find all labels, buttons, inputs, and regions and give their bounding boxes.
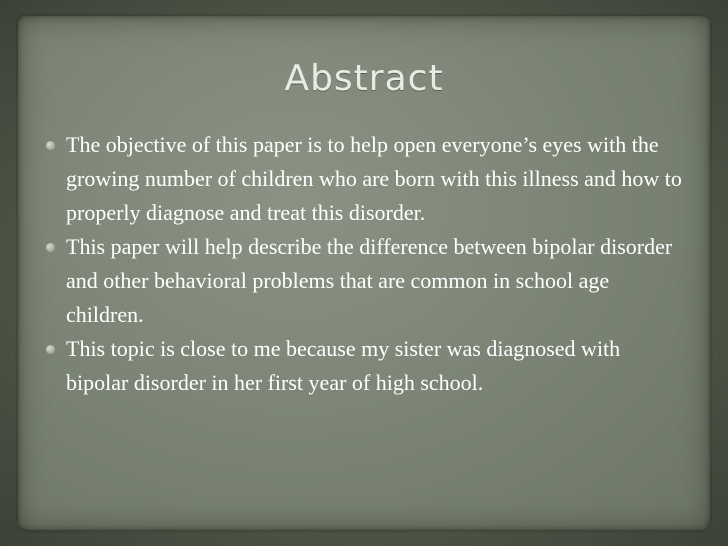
bullet-dot-icon [46,243,55,252]
bullet-text: This topic is close to me because my sister was diagnosed with bipolar disorder in her first year of high school. [66,336,621,395]
bullet-item [44,128,684,230]
bullet-list [44,128,684,400]
bullet-item [44,332,684,400]
bullet-text: The objective of this paper is to help open everyone’s eyes with the growing number of children who are born with this illness and how to properly diagnose and treat this disorder. [66,132,682,225]
bullet-dot-icon [46,345,55,354]
bullet-dot-icon [46,141,55,150]
bullet-text: This paper will help describe the difference between bipolar disorder and other behavioral problems that are common in school age children. [66,234,673,327]
slide-title: Abstract [284,58,444,99]
bullet-item [44,230,684,332]
